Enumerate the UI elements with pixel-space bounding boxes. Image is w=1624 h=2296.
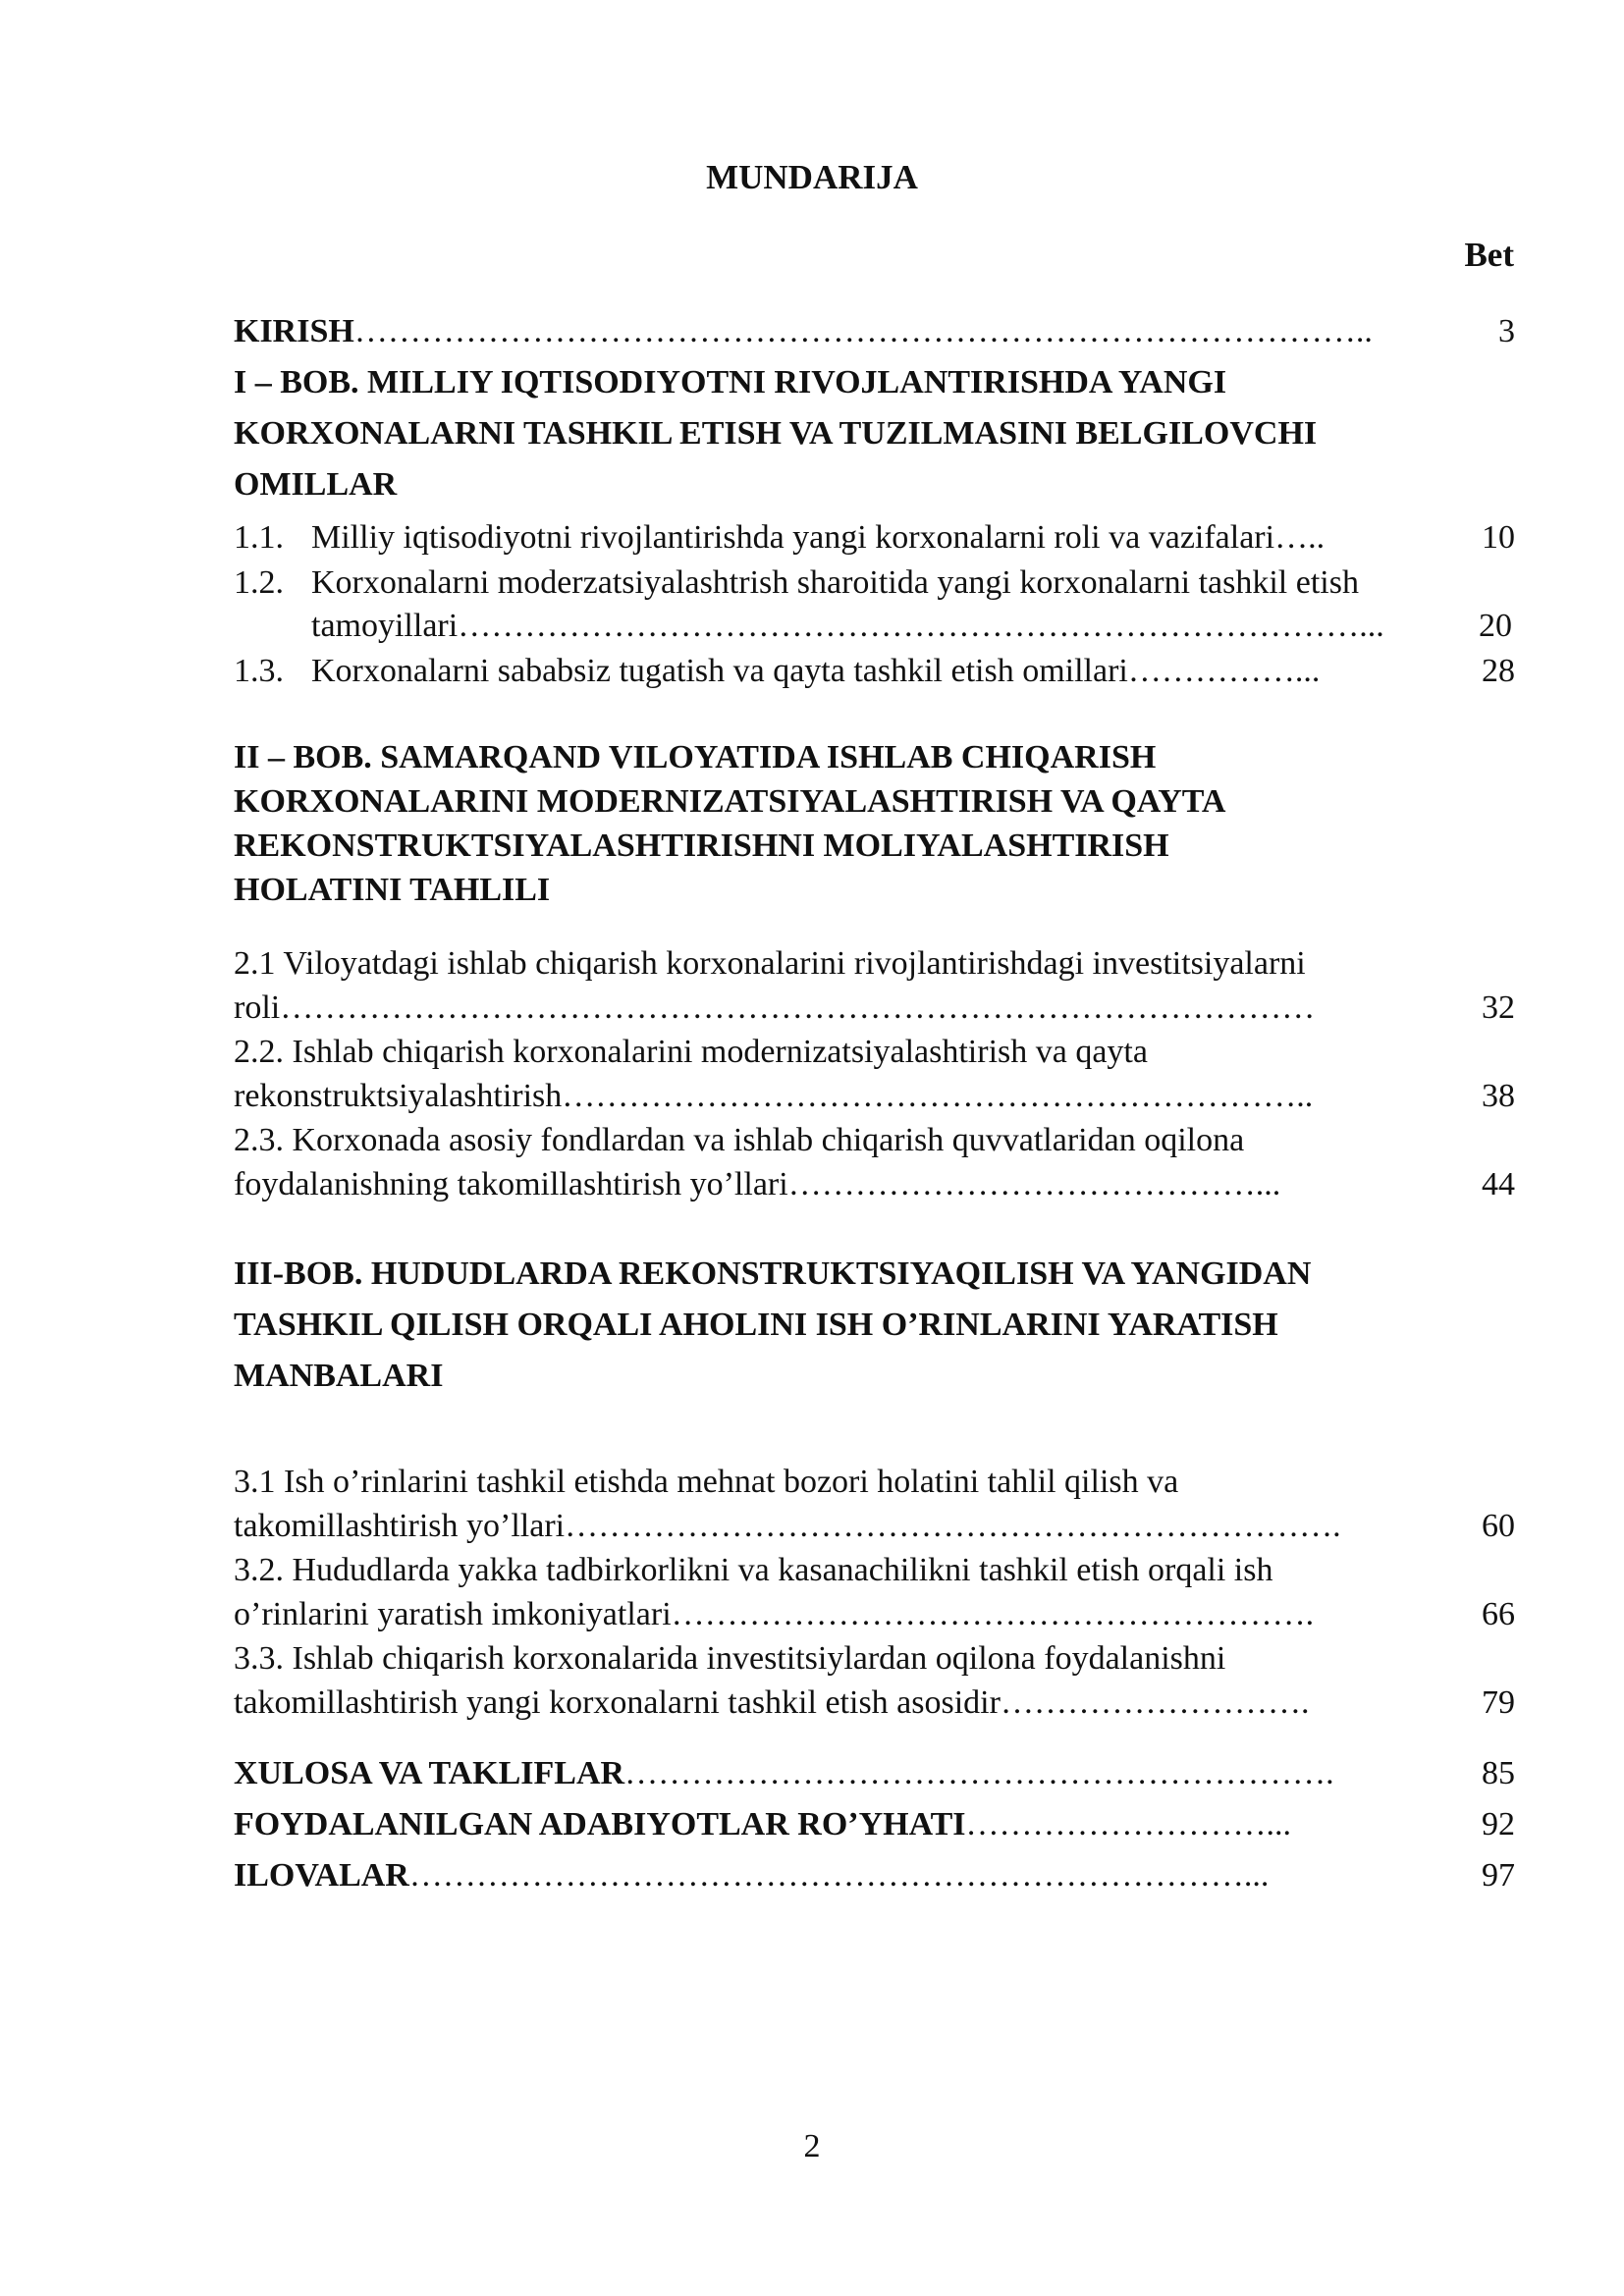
section-title: Milliy iqtisodiyotni rivojlantirishda yangi korxonalarni roli va vazifalari….. xyxy=(311,519,1326,556)
chapter1-heading-line3[interactable]: OMILLAR xyxy=(234,466,398,503)
toc-entry-2-3[interactable]: 2.3. Korxonada asosiy fondlardan va ishlab chiqarish quvvatlaridan oqilona xyxy=(234,1122,1245,1158)
toc-entry-3-3-cont[interactable] xyxy=(234,1683,1515,1723)
toc-leader-dots: ………………………………………………………………………………… xyxy=(280,989,1316,1026)
section-title-cont: roli xyxy=(234,989,281,1026)
toc-entry-adabiyotlar[interactable] xyxy=(234,1805,1515,1844)
section-number: 1.3. xyxy=(234,653,284,689)
chapter3-heading-line3[interactable]: MANBALARI xyxy=(234,1358,444,1394)
page-title: MUNDARIJA xyxy=(706,158,918,196)
toc-leader-dots: ……………………………………………………………………………….. xyxy=(353,313,1373,349)
section-number: 1.2. xyxy=(234,564,284,601)
toc-entry-1-2-cont[interactable] xyxy=(311,607,1512,646)
toc-entry-title: ILOVALAR xyxy=(234,1857,409,1894)
toc-entry-3-1-cont[interactable] xyxy=(234,1507,1515,1546)
toc-leader-dots: ……………………………………... xyxy=(787,1166,1281,1202)
toc-page-number: 92 xyxy=(1482,1806,1515,1842)
toc-page-number: 32 xyxy=(1482,989,1515,1026)
chapter2-heading-line4[interactable]: HOLATINI TAHLILI xyxy=(234,872,551,908)
section-title-cont: tamoyillari xyxy=(311,608,459,644)
chapter1-heading-line1[interactable]: I – BOB. MILLIY IQTISODIYOTNI RIVOJLANTIRISHDA YANGI xyxy=(234,364,1227,400)
toc-page-number: 10 xyxy=(1482,519,1515,556)
toc-entry-title: FOYDALANILGAN ADABIYOTLAR RO’YHATI xyxy=(234,1806,966,1842)
toc-page-number: 85 xyxy=(1482,1755,1515,1791)
toc-leader-dots: ……………... xyxy=(1127,653,1321,689)
toc-page-number: 97 xyxy=(1482,1857,1515,1894)
page-number: 2 xyxy=(803,2128,821,2164)
toc-entry-2-2[interactable]: 2.2. Ishlab chiqarish korxonalarini modernizatsiyalashtirish va qayta xyxy=(234,1034,1148,1070)
section-title: Korxonalarni moderzatsiyalashtrish sharoitida yangi korxonalarni tashkil etish xyxy=(311,564,1359,601)
toc-leader-dots: ………………………………………………………………………... xyxy=(458,608,1384,644)
chapter2-heading-line2[interactable]: KORXONALARINI MODERNIZATSIYALASHTIRISH VA QAYTA xyxy=(234,783,1226,820)
toc-leader-dots: ……………………………………………………………. xyxy=(565,1508,1341,1544)
toc-entry-3-2[interactable]: 3.2. Hududlarda yakka tadbirkorlikni va kasanachilikni tashkil etish orqali ish xyxy=(234,1552,1273,1588)
toc-leader-dots: ………………………. xyxy=(1000,1684,1310,1721)
toc-entry-xulosa[interactable] xyxy=(234,1754,1515,1793)
toc-entry-2-3-cont[interactable] xyxy=(234,1165,1515,1204)
chapter2-heading-line1[interactable]: II – BOB. SAMARQAND VILOYATIDA ISHLAB CHIQARISH xyxy=(234,739,1157,775)
chapter3-heading-line2[interactable]: TASHKIL QILISH ORQALI AHOLINI ISH O’RINLARINI YARATISH xyxy=(234,1307,1278,1343)
toc-page-number: 60 xyxy=(1482,1508,1515,1544)
toc-leader-dots: …………………………………………………………………... xyxy=(408,1857,1270,1894)
chapter1-heading-line2[interactable]: KORXONALARNI TASHKIL ETISH VA TUZILMASINI BELGILOVCHI xyxy=(234,415,1318,452)
toc-page-number: 66 xyxy=(1482,1596,1515,1632)
page-column-label: Bet xyxy=(1464,236,1514,274)
chapter2-heading-line3[interactable]: REKONSTRUKTSIYALASHTIRISHNI MOLIYALASHTIRISH xyxy=(234,828,1169,864)
toc-entry-1-3[interactable] xyxy=(234,652,1515,691)
toc-entry-3-2-cont[interactable] xyxy=(234,1595,1515,1634)
toc-page-number: 44 xyxy=(1482,1166,1515,1202)
toc-page-number: 79 xyxy=(1482,1684,1515,1721)
toc-entry-2-1-cont[interactable] xyxy=(234,988,1515,1028)
toc-page-number: 3 xyxy=(1498,313,1515,349)
toc-entry-title: XULOSA VA TAKLIFLAR xyxy=(234,1755,625,1791)
toc-entry-kirish[interactable] xyxy=(234,312,1515,351)
toc-leader-dots: …………………………………………………. xyxy=(671,1596,1315,1632)
toc-entry-2-1[interactable]: 2.1 Viloyatdagi ishlab chiqarish korxonalarini rivojlantirishdagi investitsiyalarni xyxy=(234,945,1306,982)
section-number: 1.1. xyxy=(234,519,284,556)
section-title-cont: o’rinlarini yaratish imkoniyatlari xyxy=(234,1596,672,1632)
toc-page-number: 20 xyxy=(1479,608,1512,644)
section-title-cont: foydalanishning takomillashtirish yo’llari xyxy=(234,1166,788,1202)
toc-leader-dots: ………………………………………………………….. xyxy=(562,1078,1314,1114)
section-title-cont: takomillashtirish yo’llari xyxy=(234,1508,566,1544)
toc-leader-dots: ………………………... xyxy=(965,1806,1292,1842)
toc-entry-2-2-cont[interactable] xyxy=(234,1077,1515,1116)
toc-entry-ilovalar[interactable] xyxy=(234,1856,1515,1896)
chapter3-heading-line1[interactable]: III-BOB. HUDUDLARDA REKONSTRUKTSIYAQILISH VA YANGIDAN xyxy=(234,1255,1312,1292)
toc-page-number: 38 xyxy=(1482,1078,1515,1114)
section-title: Korxonalarni sababsiz tugatish va qayta tashkil etish omillari xyxy=(311,653,1128,689)
section-title-cont: takomillashtirish yangi korxonalarni tashkil etish asosidir xyxy=(234,1684,1001,1721)
toc-leader-dots: ………………………………………………………. xyxy=(624,1755,1334,1791)
toc-page-number: 28 xyxy=(1482,653,1515,689)
toc-entry-3-3[interactable]: 3.3. Ishlab chiqarish korxonalarida investitsiylardan oqilona foydalanishni xyxy=(234,1640,1226,1677)
toc-entry-3-1[interactable]: 3.1 Ish o’rinlarini tashkil etishda mehnat bozori holatini tahlil qilish va xyxy=(234,1464,1179,1500)
section-title-cont: rekonstruktsiyalashtirish xyxy=(234,1078,563,1114)
toc-entry-title: KIRISH xyxy=(234,313,354,349)
